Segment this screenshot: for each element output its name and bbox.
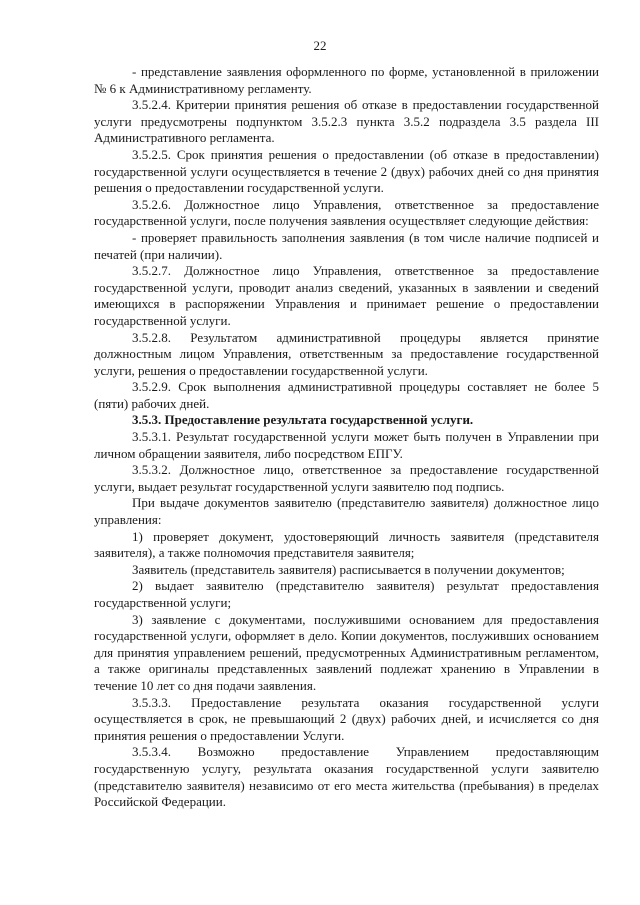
paragraph: 3.5.2.9. Срок выполнения административной процедуры составляет не более 5 (пяти) рабочих дней. — [94, 379, 599, 411]
paragraph: 3.5.2.7. Должностное лицо Управления, ответственное за предоставление государственной услуги, проводит анализ сведений, указанных в заявлении и сведений имеющихся в распоряжении Управления и принимает решение о предоставлении государственной услуги. — [94, 263, 599, 328]
paragraph: Заявитель (представитель заявителя) расписывается в получении документов; — [132, 561, 565, 577]
paragraph: 3.5.3.3. Предоставление результата оказания государственной услуги осуществляется в срок, не превышающий 2 (двух) рабочих дней, и исчисляется со дня принятия решения о предоставлении Услуги. — [94, 694, 599, 743]
paragraph: 3.5.2.5. Срок принятия решения о предоставлении (об отказе в предоставлении) государственной услуги осуществляется в течение 2 (двух) рабочих дней со дня принятия решения о предоставлении государственной услуги. — [94, 146, 599, 196]
paragraph: 3.5.3.1. Результат государственной услуги может быть получен в Управлении при личном обращении заявителя, либо посредством ЕПГУ. — [94, 429, 599, 461]
paragraph: 1) проверяет документ, удостоверяющий личность заявителя (представителя заявителя), а также полномочия представителя заявителя; — [94, 528, 599, 561]
paragraph: - представление заявления оформленного по форме, установленной в приложении № 6 к Административному регламенту. — [94, 64, 599, 96]
paragraph: При выдаче документов заявителю (представителю заявителя) должностное лицо управления: — [94, 495, 599, 528]
paragraph: 3.5.2.4. Критерии принятия решения об отказе в предоставлении государственной услуги предусмотрены подпунктом 3.5.2.3 пункта 3.5.2 подраздела 3.5 раздела III Административного регламента. — [94, 97, 599, 146]
section-heading: 3.5.3. Предоставление результата государственной услуги. — [132, 412, 474, 428]
paragraph: 3.5.2.6. Должностное лицо Управления, ответственное за предоставление государственной услуги, после получения заявления осуществляет следующие действия: — [94, 196, 599, 229]
document-body — [94, 64, 599, 811]
paragraph: 3) заявление с документами, послужившими основанием для предоставления государственной услуги, оформляет в дело. Копии документов, послуживших основанием для принятия управлением решений, предусмотренных Административным регламентом, а также оригиналы представленных заявлений подлежат хранению в Управлении в течение 10 лет со дня подачи заявления. — [94, 611, 599, 693]
paragraph: 3.5.3.4. Возможно предоставление Управлением предоставляющим государственную услугу, результата оказания государственной услуги заявителю (представителю заявителя) независимо от его места жительства (пребывания) в пределах Российской Федерации. — [94, 744, 599, 810]
paragraph: 3.5.3.2. Должностное лицо, ответственное за предоставление государственной услуги, выдает результат государственной услуги заявителю под подпись. — [94, 462, 599, 494]
paragraph: - проверяет правильность заполнения заявления (в том числе наличие подписей и печатей (при наличии). — [94, 229, 599, 262]
paragraph: 2) выдает заявителю (представителю заявителя) результат предоставления государственной услуги; — [94, 578, 599, 610]
page-number: 22 — [313, 38, 327, 53]
paragraph: 3.5.2.8. Результатом административной процедуры является принятие должностным лицом Управления, ответственным за предоставление государственной услуги, решения о предоставлении государственной услуги. — [94, 329, 599, 378]
